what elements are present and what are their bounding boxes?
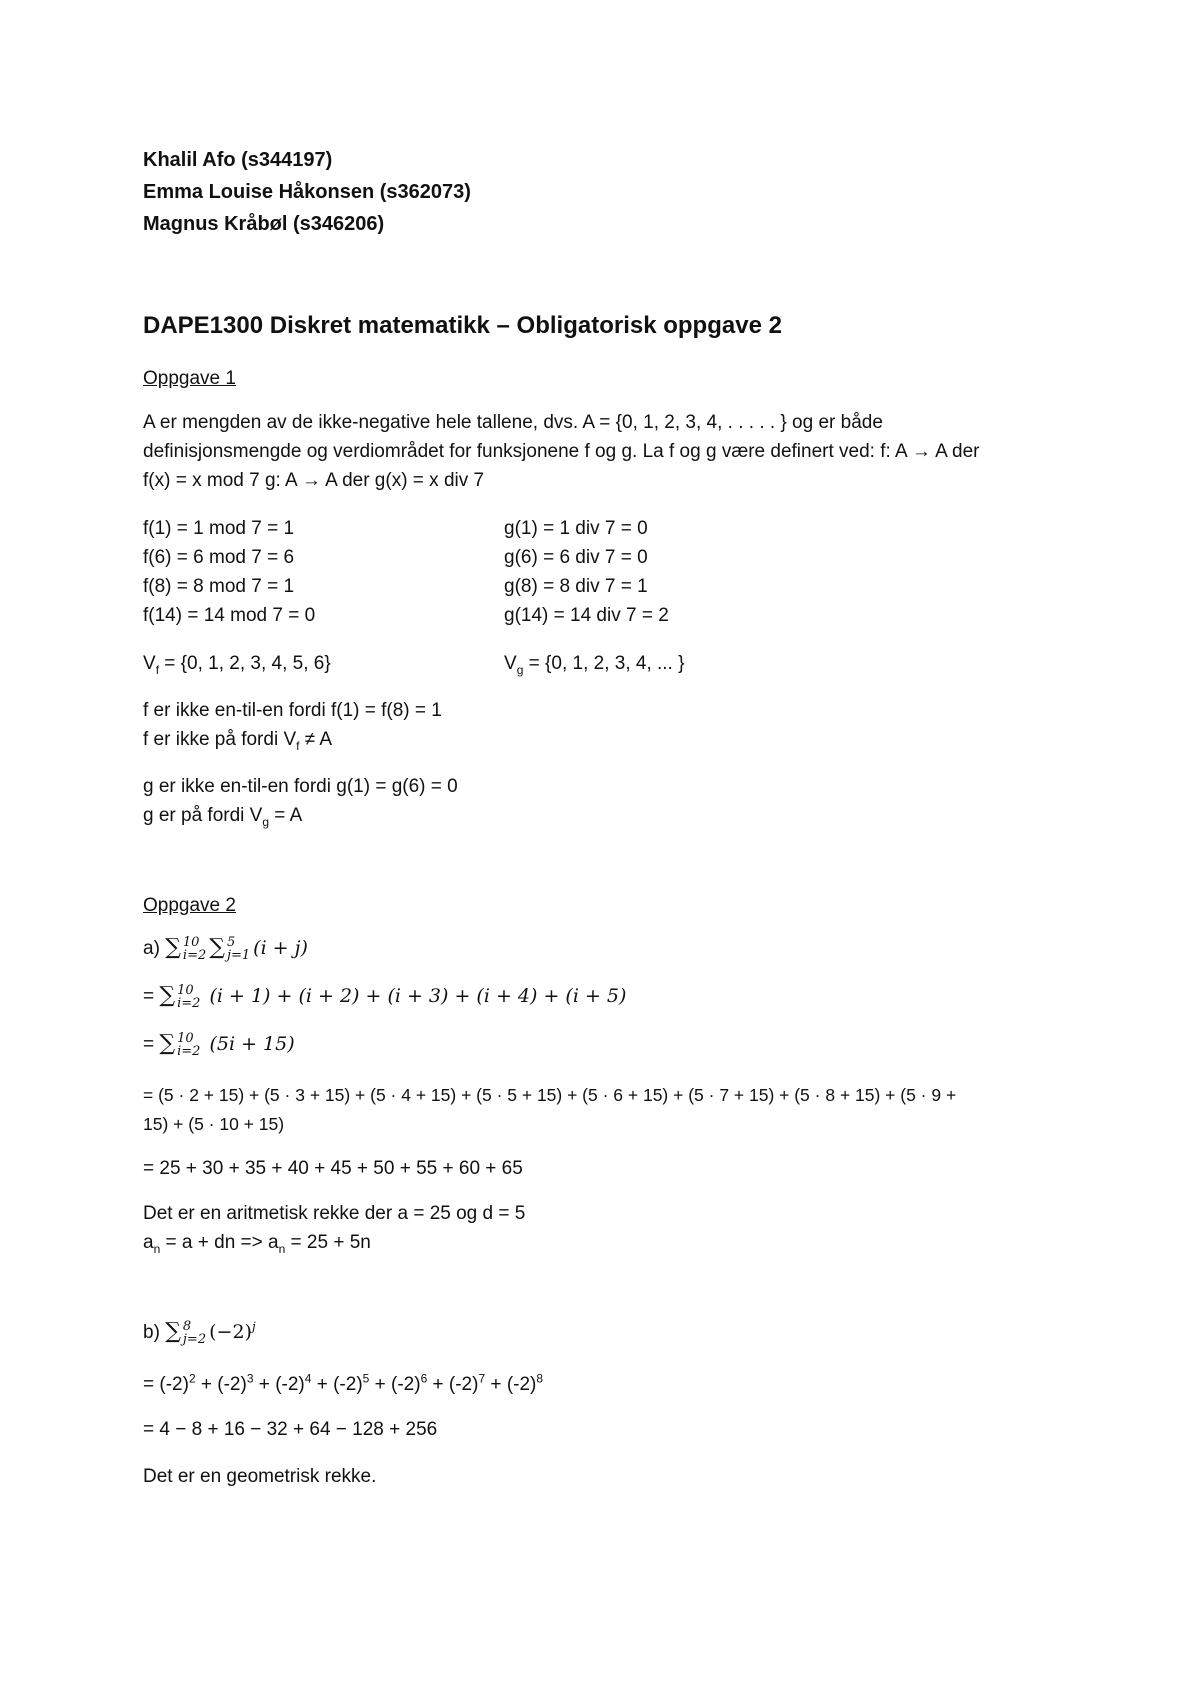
task2b-step-1: = $(-2)^2 + (-2)^3 + (-2)^4 + (-2)^5 + (-2)^6 + (-2)^7 + (-2)^8$ (143, 1371, 544, 1395)
task2b-step-2: = 4 − 8 + 16 − 32 + 64 − 128 + 256 (143, 1419, 438, 1440)
sigma-symbol: ∑ (165, 935, 181, 961)
author-2: Emma Louise Håkonsen (s362073) (143, 181, 471, 203)
range-g: $V_g = \{0$, 1, 2, 3, 4, ... } (504, 653, 685, 677)
g-value-2: g(6) = 6 div 7 = 0 (504, 547, 648, 568)
g-value-3: g(8) = 8 div 7 = 1 (504, 576, 648, 597)
sigma-symbol: ∑ (165, 1319, 181, 1345)
g-conclusion-injective: g er ikke en-til-en fordi g(1) = g(6) = 0 (143, 776, 458, 797)
sigma-symbol: ∑ (159, 983, 176, 1009)
task2b-conclusion: Det er en geometrisk rekke. (143, 1466, 377, 1487)
task2a-step-1: = ∑ 10 i=2 (i + 1) + (i + 2) + (i + 3) + (i + 4) + (i + 5) (143, 983, 627, 1011)
task2-heading: Oppgave 2 (143, 895, 236, 916)
f-conclusion-surjective: f er ikke på fordi $V_f \ne A$ (143, 729, 333, 753)
task1-intro-line-2: definisjonsmengde og verdiområdet for funksjonene f og g. La f og g være definert ved: f: A → A der (143, 441, 980, 462)
task2a-step-3-line-1: = (5 · 2 + 15) + (5 · 3 + 15) + (5 · 4 + 15) + (5 · 5 + 15) + (5 · 6 + 15) + (5 · 7 + 15) + (5 · 8 + 15) + (5 · 9 + (143, 1085, 957, 1105)
document-title: DAPE1300 Diskret matematikk – Obligatorisk oppgave 2 (143, 312, 782, 339)
author-1: Khalil Afo (s344197) (143, 149, 333, 171)
task1-intro-line-1: A er mengden av de ikke-negative hele tallene, dvs. A = {0, 1, 2, 3, 4, . . . . . } og er både (143, 412, 883, 433)
task2a-step-2: = ∑ 10 i=2 (5i + 15) (143, 1031, 295, 1059)
task2a-step-4: = 25 + 30 + 35 + 40 + 45 + 50 + 55 + 60 + 65 (143, 1158, 523, 1179)
task1-heading: Oppgave 1 (143, 368, 236, 389)
f-value-3: f(8) = 8 mod 7 = 1 (143, 576, 295, 597)
task2a-step-3-line-2: 15) + (5 · 10 + 15) (143, 1114, 285, 1134)
author-3: Magnus Kråbøl (s346206) (143, 213, 385, 235)
task1-intro-line-3: f(x) = x mod 7 g: A → A der g(x) = x div 7 (143, 470, 485, 491)
g-conclusion-surjective: g er på fordi $V_g = A$ (143, 805, 303, 829)
f-conclusion-injective: f er ikke en-til-en fordi f(1) = f(8) = 1 (143, 700, 442, 721)
f-value-4: f(14) = 14 mod 7 = 0 (143, 605, 316, 626)
sigma-symbol: ∑ (159, 1031, 176, 1057)
task2a-formula: $a_n = a$ + dn => $a_n = 25 + 5n$ (143, 1232, 371, 1256)
sigma-symbol: ∑ (209, 935, 225, 961)
g-value-4: g(14) = 14 div 7 = 2 (504, 605, 669, 626)
f-value-2: f(6) = 6 mod 7 = 6 (143, 547, 295, 568)
task2b-problem: b) ∑ 8 j=2 $(-2)^j$ (143, 1319, 256, 1347)
task2a-conclusion: Det er en aritmetisk rekke der a = 25 og d = 5 (143, 1203, 526, 1224)
range-f: $V_f = \{0$, 1, 2, 3, 4, 5, 6} (143, 653, 331, 677)
g-value-1: g(1) = 1 div 7 = 0 (504, 518, 648, 539)
f-value-1: f(1) = 1 mod 7 = 1 (143, 518, 295, 539)
task2a-problem: a) ∑ 10 i=2 ∑ 5 j=1 (i + j) (143, 935, 308, 963)
